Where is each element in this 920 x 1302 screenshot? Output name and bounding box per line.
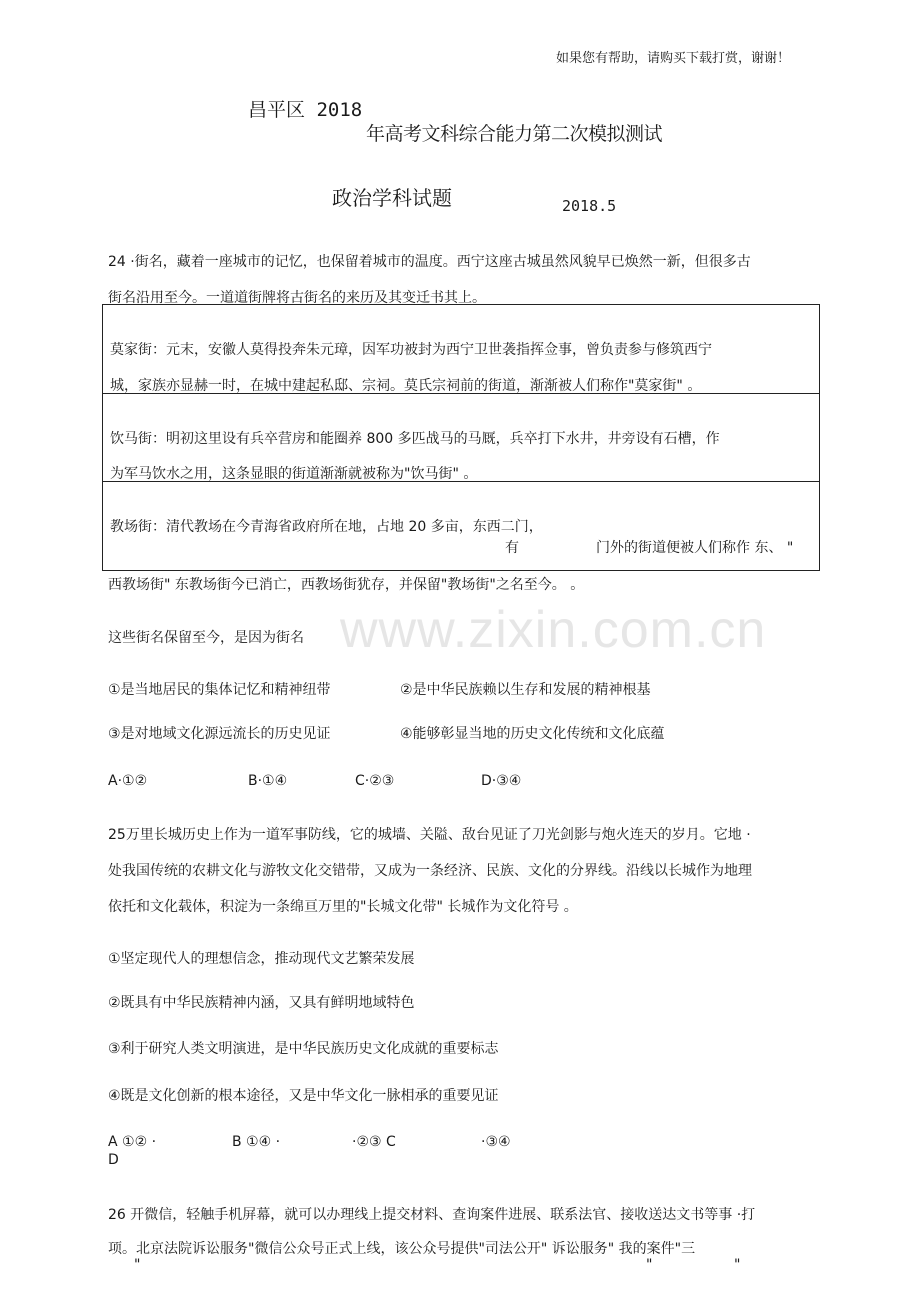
q25-option-2: ②既具有中华民族精神内涵，又具有鲜明地域特色 bbox=[108, 995, 415, 1011]
q25-line1: 25万里长城历史上作为一道军事防线，它的城墙、关隘、敌台见证了刀光剑影与炮火连天的岁月。它地 · bbox=[108, 827, 751, 843]
q24-choice-b: B·①④ bbox=[248, 773, 288, 789]
title-line1: 昌平区 2018 bbox=[248, 99, 363, 121]
q24-option-3: ③是对地域文化源远流长的历史见证 bbox=[108, 726, 331, 742]
street-yinma-line1: 饮马街：明初这里设有兵卒营房和能圈养 800 多匹战马的马厩，兵卒打下水井，井旁设有石槽，作 bbox=[110, 431, 720, 447]
q25-option-1: ①坚定现代人的理想信念，推动现代文艺繁荣发展 bbox=[108, 951, 415, 967]
q26-line2: 项。北京法院诉讼服务"微信公众号正式上线，该公众号提供"司法公开" 诉讼服务" 我的案件"三 bbox=[108, 1241, 696, 1257]
street-mojia-line1: 莫家街：元末，安徽人莫得投奔朱元璋，因军功被封为西宁卫世袭指挥佥事，曾负责参与修筑西宁 bbox=[110, 342, 712, 358]
q24-option-4: ④能够彰显当地的历史文化传统和文化底蕴 bbox=[400, 726, 665, 742]
q24-choice-a: A·①② bbox=[108, 773, 148, 789]
q25-line3: 依托和文化载体，积淀为一条绵亘万里的"长城文化带" 长城作为文化符号 。 bbox=[108, 899, 578, 915]
q25-option-4: ④既是文化创新的根本途径，又是中华文化一脉相承的重要见证 bbox=[108, 1088, 499, 1104]
street-jiaochang-line2a: 有 bbox=[505, 540, 519, 556]
q25-choice-c: ·②③ C bbox=[352, 1134, 396, 1150]
header-note: 如果您有帮助，请购买下载打赏，谢谢！ bbox=[556, 51, 791, 66]
q25-choice-a: A ①② · bbox=[108, 1134, 157, 1150]
q24-option-2: ②是中华民族赖以生存和发展的精神根基 bbox=[400, 682, 651, 698]
street-jiaochang-line1: 教场街：清代教场在今青海省政府所在地，占地 20 多亩，东西二门， bbox=[110, 519, 543, 535]
street-yinma-line2: 为军马饮水之用，这条显眼的街道渐渐就被称为"饮马街" 。 bbox=[110, 466, 478, 482]
q24-choice-c: C·②③ bbox=[355, 773, 395, 789]
subject-title: 政治学科试题 bbox=[332, 186, 452, 210]
exam-date: 2018.5 bbox=[562, 197, 617, 215]
q26-quote-2: " bbox=[646, 1257, 653, 1273]
q25-line2: 处我国传统的农耕文化与游牧文化交错带，又成为一条经济、民族、文化的分界线。沿线以长城作为地理 bbox=[108, 863, 752, 879]
q26-quote-1: " bbox=[134, 1257, 141, 1273]
title-line2: 年高考文科综合能力第二次模拟测试 bbox=[366, 123, 663, 145]
q24-question: 这些街名保留至今，是因为街名 bbox=[108, 630, 304, 646]
q26-quote-3: " bbox=[734, 1257, 741, 1273]
q25-option-3: ③利于研究人类文明演进，是中华民族历史文化成就的重要标志 bbox=[108, 1041, 499, 1057]
q24-after-box: 西教场街" 东教场街今已消亡，西教场街犹存，并保留"教场街"之名至今。 。 bbox=[108, 577, 585, 593]
street-mojia-line2: 城，家族亦显赫一时，在城中建起私邸、宗祠。莫氏宗祠前的街道，渐渐被人们称作"莫家街" 。 bbox=[110, 378, 702, 394]
q24-option-1: ①是当地居民的集体记忆和精神纽带 bbox=[108, 682, 331, 698]
q25-choice-d-label: D bbox=[108, 1152, 119, 1168]
q25-choice-d: ·③④ bbox=[481, 1134, 511, 1150]
q24-intro-line2: 街名沿用至今。一道道街牌将古街名的来历及其变迁书其上。 bbox=[108, 290, 486, 306]
street-jiaochang-line2b: 门外的街道便被人们称作 东、 " bbox=[596, 540, 794, 556]
watermark: www.zixin.com.cn bbox=[340, 601, 767, 659]
q24-choice-d: D·③④ bbox=[481, 773, 522, 789]
q25-choice-b: B ①④ · bbox=[232, 1134, 281, 1150]
q26-line1: 26 开微信，轻触手机屏幕，就可以办理线上提交材料、查询案件进展、联系法官、接收送达文书等事 ·打 bbox=[108, 1207, 756, 1223]
q24-intro-line1: 24 ·街名，藏着一座城市的记忆，也保留着城市的温度。西宁这座古城虽然风貌早已焕然一新，但很多古 bbox=[108, 254, 751, 270]
